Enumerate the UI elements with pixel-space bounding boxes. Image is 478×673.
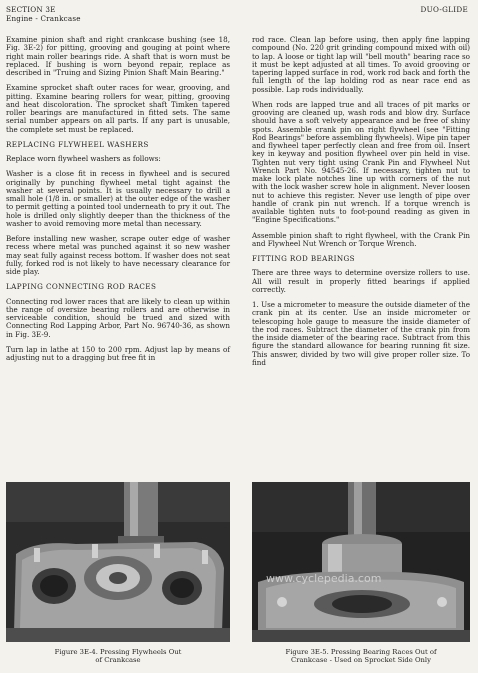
figure-3e-4-caption — [6, 648, 230, 664]
paragraph: Assemble pinion shaft to right flywheel, with the Crank Pin and Flywheel Nut Wrench or Torque Wrench. — [252, 230, 470, 248]
watermark: www.cyclepedia.com — [266, 572, 382, 585]
caption-line: Figure 3E-5. Pressing Bearing Races Out of — [285, 648, 437, 656]
paragraph: Examine sprocket shaft outer races for wear, grooving, and pitting. Examine bearing rollers for wear, pitting, grooving and heat discoloration. The sprocket shaft Timken tapered roller bearings are manufactured in fitted sets. The same serial number appears on all parts. If any part is unusable, the complete set must be replaced. — [6, 83, 230, 134]
paragraph: There are three ways to determine oversize rollers to use. All will result in properly fitted bearings if applied correctly. — [252, 268, 470, 294]
press-flywheels-illustration — [6, 482, 230, 642]
figure-3e-4-photo — [6, 482, 230, 642]
right-text-column — [252, 36, 470, 374]
caption-line: of Crankcase — [95, 656, 141, 664]
section-heading: LAPPING CONNECTING ROD RACES — [6, 282, 157, 292]
paragraph: rod race. Clean lap before using, then apply fine lapping compound (No. 220 grit grinding compound mixed with oil) to lap. A loose or tight lap will "bell mouth" bearing race so it must be kept adjusted at all times. To avoid grooving or tapering lapped surface in rod, work rod back and forth the full length of the lap holding rod as near race end as possible. Lap rods individually. — [252, 35, 470, 94]
section-heading: REPLACING FLYWHEEL WASHERS — [6, 139, 149, 149]
paragraph: Turn lap in lathe at 150 to 200 rpm. Adjust lap by means of adjusting nut to a dragging but free fit in — [6, 344, 230, 362]
caption-line: Figure 3E-4. Pressing Flywheels Out — [54, 648, 182, 656]
paragraph: 1. Use a micrometer to measure the outside diameter of the crank pin at its center. Use an inside micrometer or telescoping hole gauge to measure the inside diameter of the rod races. Subtract the diameter of the crank pin from the inside diameter of the bearing race. Subtract from this figure the standard allowance for bearing running fit size. This answer, divided by two will give proper roller size. To find — [252, 300, 470, 367]
figure-3e-5-caption — [252, 648, 470, 664]
section-number: SECTION 3E — [6, 5, 56, 14]
left-text-column — [6, 36, 230, 369]
paragraph: Connecting rod lower races that are likely to clean up within the range of oversize bearing rollers and are otherwise in serviceable condition, should be trued and sized with Connecting Rod Lapping Arbor, Part No. 96740-36, as shown in Fig. 3E-9. — [6, 296, 230, 339]
figure-3e-5-photo — [252, 482, 470, 642]
paragraph: When rods are lapped true and all traces of pit marks or grooving are cleaned up, wash rods and blow dry. Surface should have a soft velvety appearance and be free of shiny spots. Assemble crank pin on right flywheel (see "Fitting Rod Bearings" before assembling flywheels). Wipe pin taper and flywheel taper perfectly clean and free from oil. Insert key in keyway and position flywheel over pin held in vise. Tighten nut very tight using Crank Pin and Flywheel Nut Wrench Part No. 94545-26. If necessary, tighten nut to make lock plate notches line up with corners of the nut with the lock washer screw hole in alignment. Never loosen nut to achieve this register. Never use length of pipe over handle of crank pin nut wrench. If a torque wrench is available tighten nuts to foot-pound reading as given in "Engine Specifications." — [252, 99, 470, 225]
paragraph: Replace worn flywheel washers as follows: — [6, 154, 161, 163]
paragraph: Before installing new washer, scrape outer edge of washer recess where metal was punched against it so new washer may seat fully against recess bottom. If washer does not seat fully, forked rod is not likely to have necessary clearance for side play. — [6, 234, 230, 276]
paragraph: Examine pinion shaft and right crankcase bushing (see 18, Fig. 3E-2) for pitting, grooving and gouging at point where right main roller bearings ride. A shaft that is worn must be replaced. If bushing is worn beyond repair, replace as described in "Truing and Sizing Pinion Shaft Main Bearing." — [6, 35, 230, 77]
caption-line: Crankcase - Used on Sprocket Side Only — [291, 656, 431, 664]
paragraph: Washer is a close fit in recess in flywheel and is secured originally by punching flywheel metal tight against the washer at several points. It is usually necessary to drill a small hole (1/8 in. or smaller) at the outer edge of the washer to permit getting a pointed tool underneath to pry it out. The hole is drilled only slightly deeper than the thickness of the washer to avoid removing more metal than necessary. — [6, 169, 230, 228]
section-heading: FITTING ROD BEARINGS — [252, 254, 355, 263]
model-name: DUO-GLIDE — [420, 5, 468, 14]
press-bearing-races-illustration — [252, 482, 470, 642]
section-header — [6, 5, 81, 23]
section-title: Engine - Crankcase — [6, 14, 81, 23]
